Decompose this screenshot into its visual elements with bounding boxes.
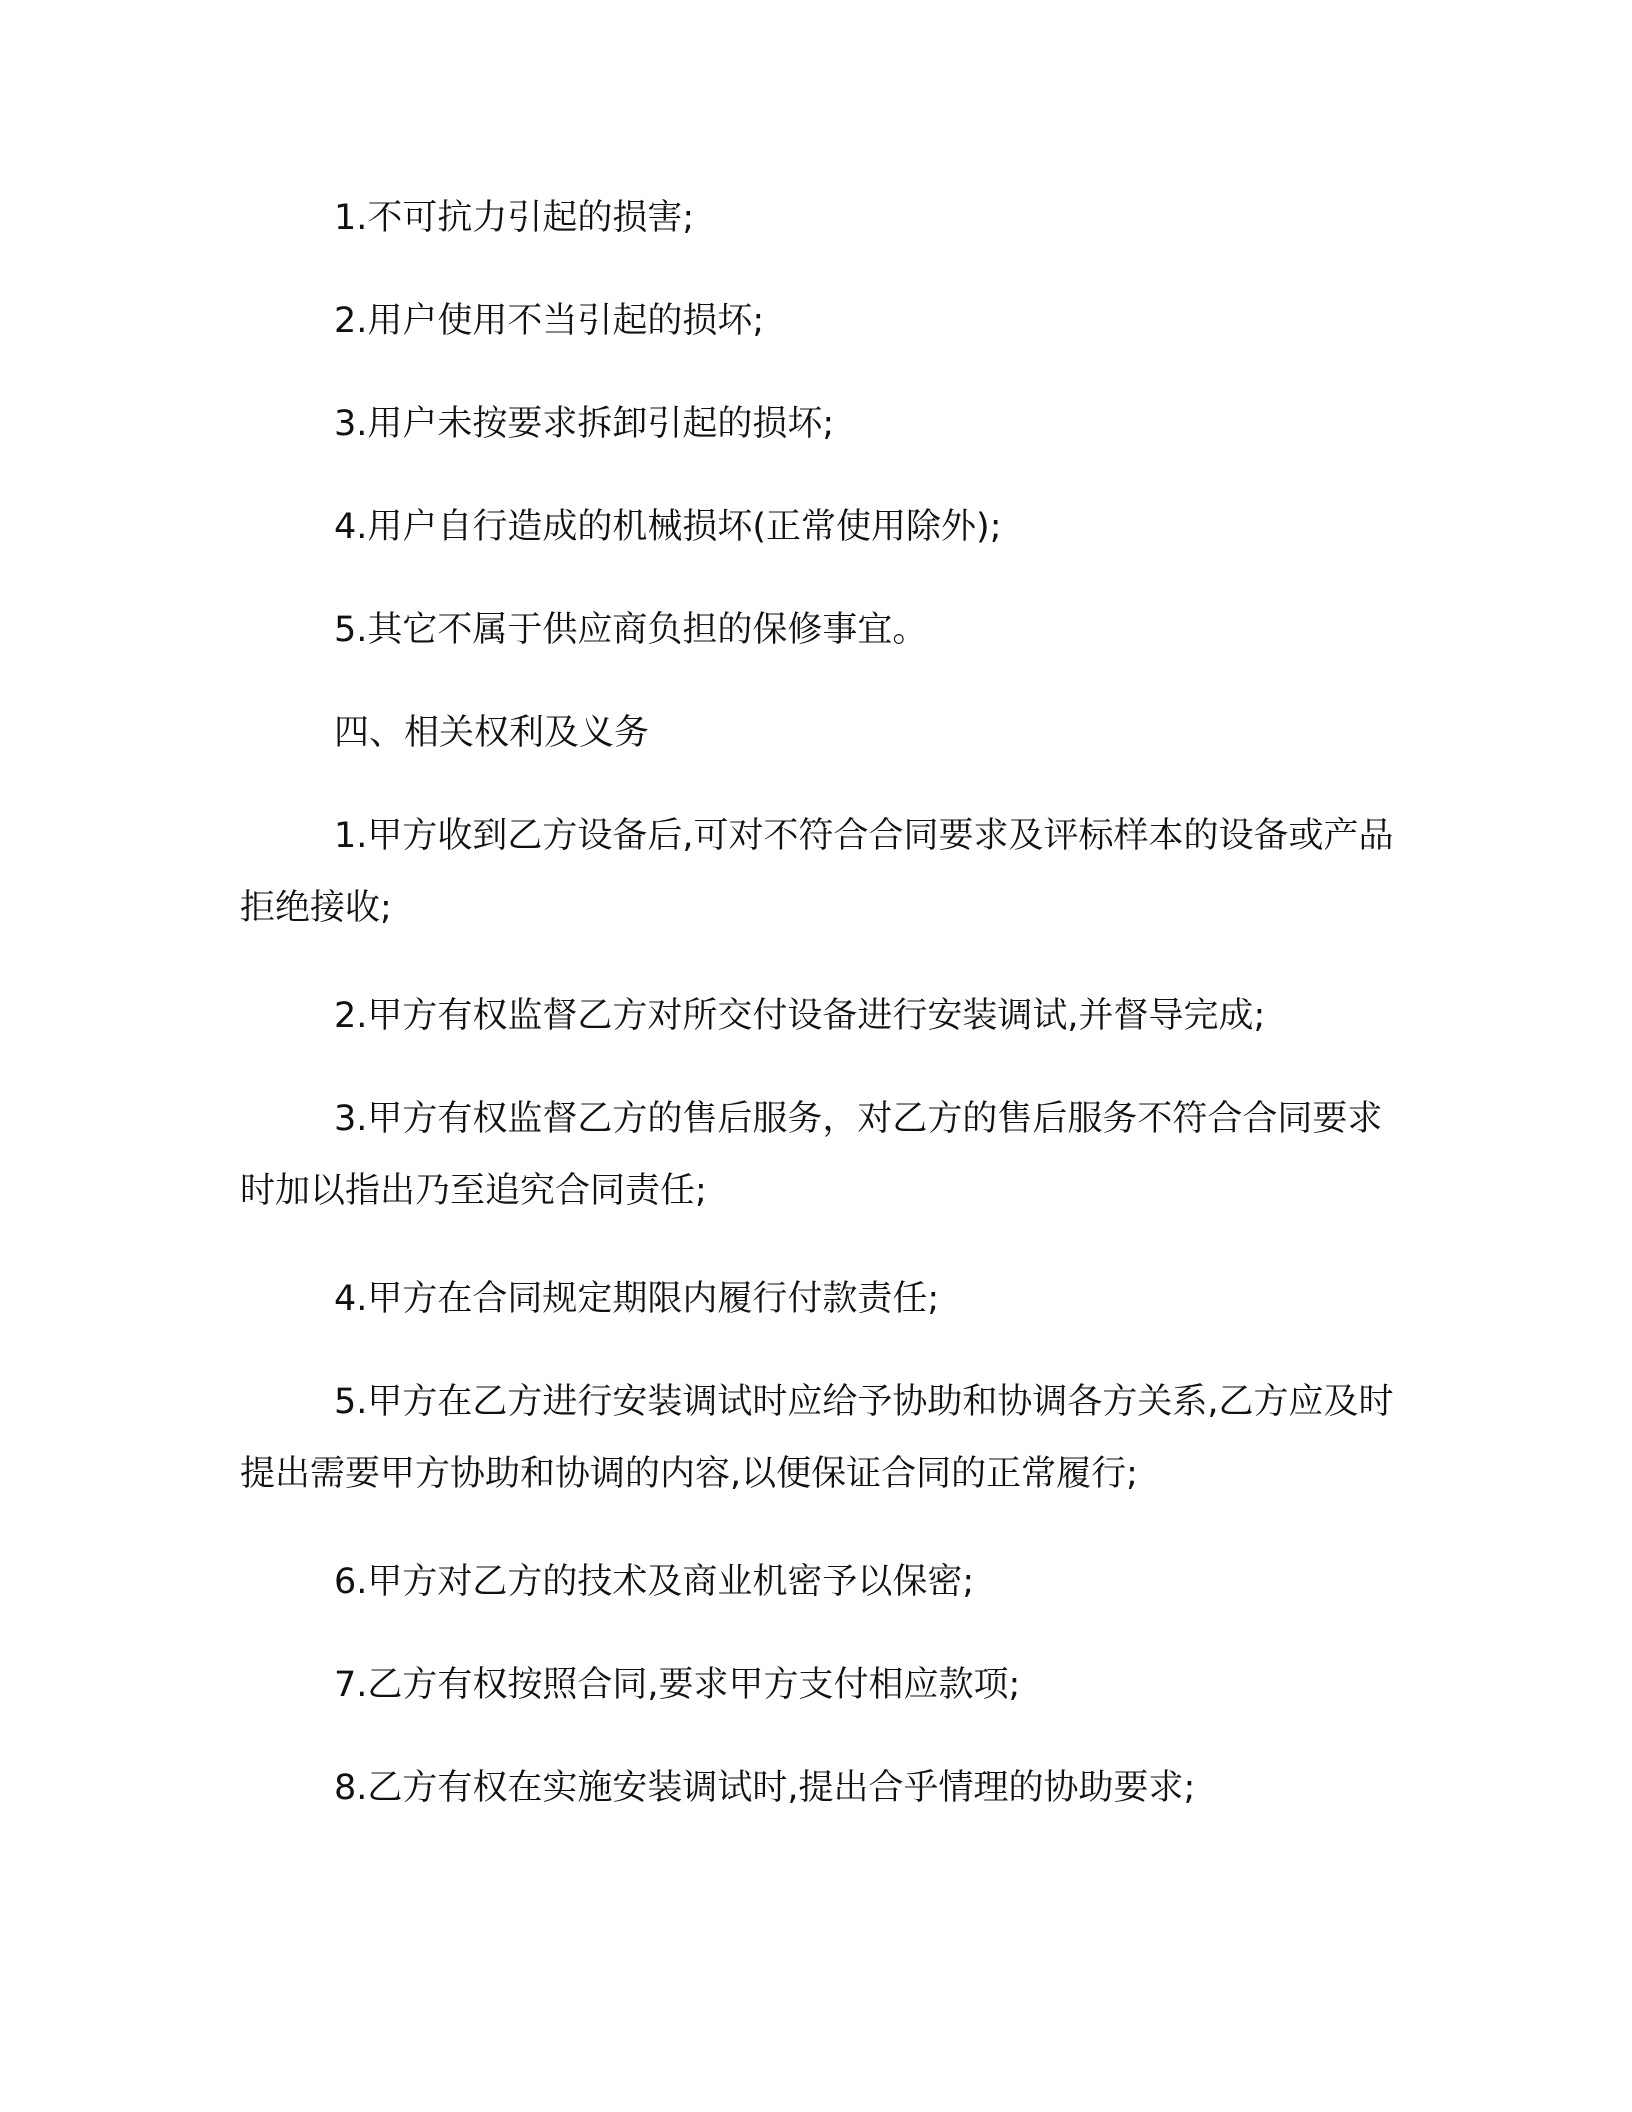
paragraph-right-6: 6.甲方对乙方的技术及商业机密予以保密; — [334, 1562, 975, 1602]
paragraph-exclusion-3: 3.用户未按要求拆卸引起的损坏; — [334, 404, 835, 444]
paragraph-right-2: 2.甲方有权监督乙方对所交付设备进行安装调试,并督导完成; — [334, 996, 1266, 1036]
paragraph-right-3: 3.甲方有权监督乙方的售后服务，对乙方的售后服务不符合合同要求时加以指出乃至追究合同责任; — [240, 1099, 1383, 1211]
paragraph-exclusion-4: 4.用户自行造成的机械损坏(正常使用除外); — [334, 507, 1002, 547]
paragraph-exclusion-5: 5.其它不属于供应商负担的保修事宜。 — [334, 610, 928, 650]
section-heading: 四、相关权利及义务 — [334, 713, 650, 753]
paragraph-right-8: 8.乙方有权在实施安装调试时,提出合乎情理的协助要求; — [334, 1768, 1196, 1808]
paragraph-right-1: 1.甲方收到乙方设备后,可对不符合合同要求及评标样本的设备或产品拒绝接收; — [240, 816, 1394, 928]
paragraph-exclusion-2: 2.用户使用不当引起的损坏; — [334, 301, 765, 341]
paragraph-right-4: 4.甲方在合同规定期限内履行付款责任; — [334, 1279, 940, 1319]
paragraph-right-7: 7.乙方有权按照合同,要求甲方支付相应款项; — [334, 1665, 1021, 1705]
paragraph-exclusion-1: 1.不可抗力引起的损害; — [334, 198, 695, 238]
paragraph-right-5: 5.甲方在乙方进行安装调试时应给予协助和协调各方关系,乙方应及时提出需要甲方协助和协调的内容,以便保证合同的正常履行; — [240, 1382, 1394, 1494]
